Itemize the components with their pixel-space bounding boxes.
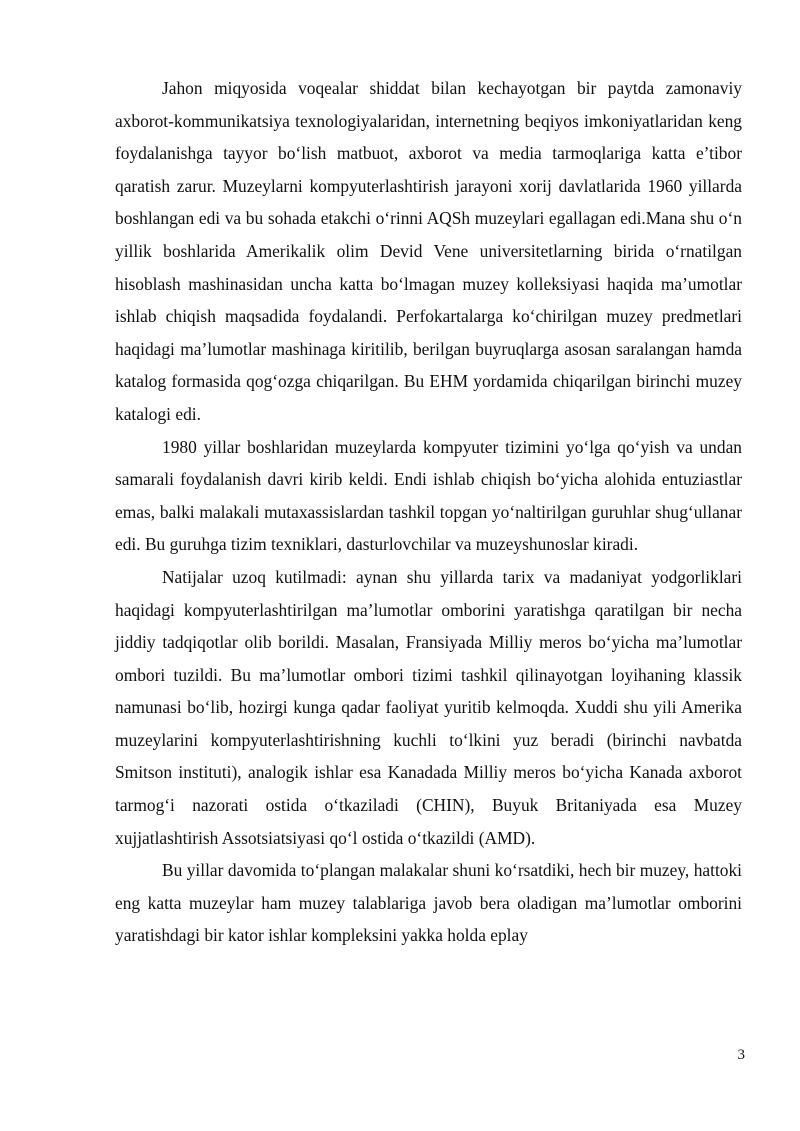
- paragraph-1: Jahon miqyosida voqealar shiddat bilan kechayotgan bir paytda zamonaviy axborot-kommunikatsiya texnologiyalaridan, internetning beqiyos imkoniyatlaridan keng foydalanishga tayyor bo‘lish matbuot, axborot va media tarmoqlariga katta e’tibor qaratish zarur. Muzeylarni kompyuterlashtirish jarayoni xorij davlatlarida 1960 yillarda boshlangan edi va bu sohada etakchi o‘rinni AQSh muzeylari egallagan edi.Mana shu o‘n yillik boshlarida Amerikalik olim Devid Vene universitetlarning birida o‘rnatilgan hisoblash mashinasidan uncha katta bo‘lmagan muzey kolleksiyasi haqida ma’umotlar ishlab chiqish maqsadida foydalandi. Perfokartalarga ko‘chirilgan muzey predmetlari haqidagi ma’lumotlar mashinaga kiritilib, berilgan buyruqlarga asosan saralangan hamda katalog formasida qog‘ozga chiqarilgan. Bu EHM yordamida chiqarilgan birinchi muzey katalogi edi.: [115, 78, 742, 424]
- page-number: 3: [737, 1047, 745, 1063]
- paragraph-3: Natijalar uzoq kutilmadi: aynan shu yillarda tarix va madaniyat yodgorliklari haqidagi kompyuterlashtirilgan ma’lumotlar omborini yaratishga qaratilgan bir necha jiddiy tadqiqotlar olib borildi. Masalan, Fransiyada Milliy meros bo‘yicha ma’lumotlar ombori tuzildi. Bu ma’lumotlar ombori tizimi tashkil qilinayotgan loyihaning klassik namunasi bo‘lib, hozirgi kunga qadar faoliyat yuritib kelmoqda. Xuddi shu yili Amerika muzeylarini kompyuterlashtirishning kuchli to‘lkini yuz beradi (birinchi navbatda Smitson instituti), analogik ishlar esa Kanadada Milliy meros bo‘yicha Kanada axborot tarmog‘i nazorati ostida o‘tkaziladi (CHIN), Buyuk Britaniyada esa Muzey xujjatlashtirish Assotsiatsiyasi qo‘l ostida o‘tkazildi (AMD).: [115, 566, 742, 848]
- paragraph-2: 1980 yillar boshlaridan muzeylarda kompyuter tizimini yo‘lga qo‘yish va undan samarali foydalanish davri kirib keldi. Endi ishlab chiqish bo‘yicha alohida entuziastlar emas, balki malakali mutaxassislardan tashkil topgan yo‘naltirilgan guruhlar shug‘ullanar edi. Bu guruhga tizim texniklari, dasturlovchilar va muzeyshunoslar kiradi.: [115, 436, 742, 555]
- document-body: [115, 72, 742, 952]
- paragraph-4: Bu yillar davomida to‘plangan malakalar shuni ko‘rsatdiki, hech bir muzey, hattoki eng katta muzeylar ham muzey talablariga javob bera oladigan ma’lumotlar omborini yaratishdagi bir kator ishlar kompleksini yakka holda eplay: [115, 860, 742, 946]
